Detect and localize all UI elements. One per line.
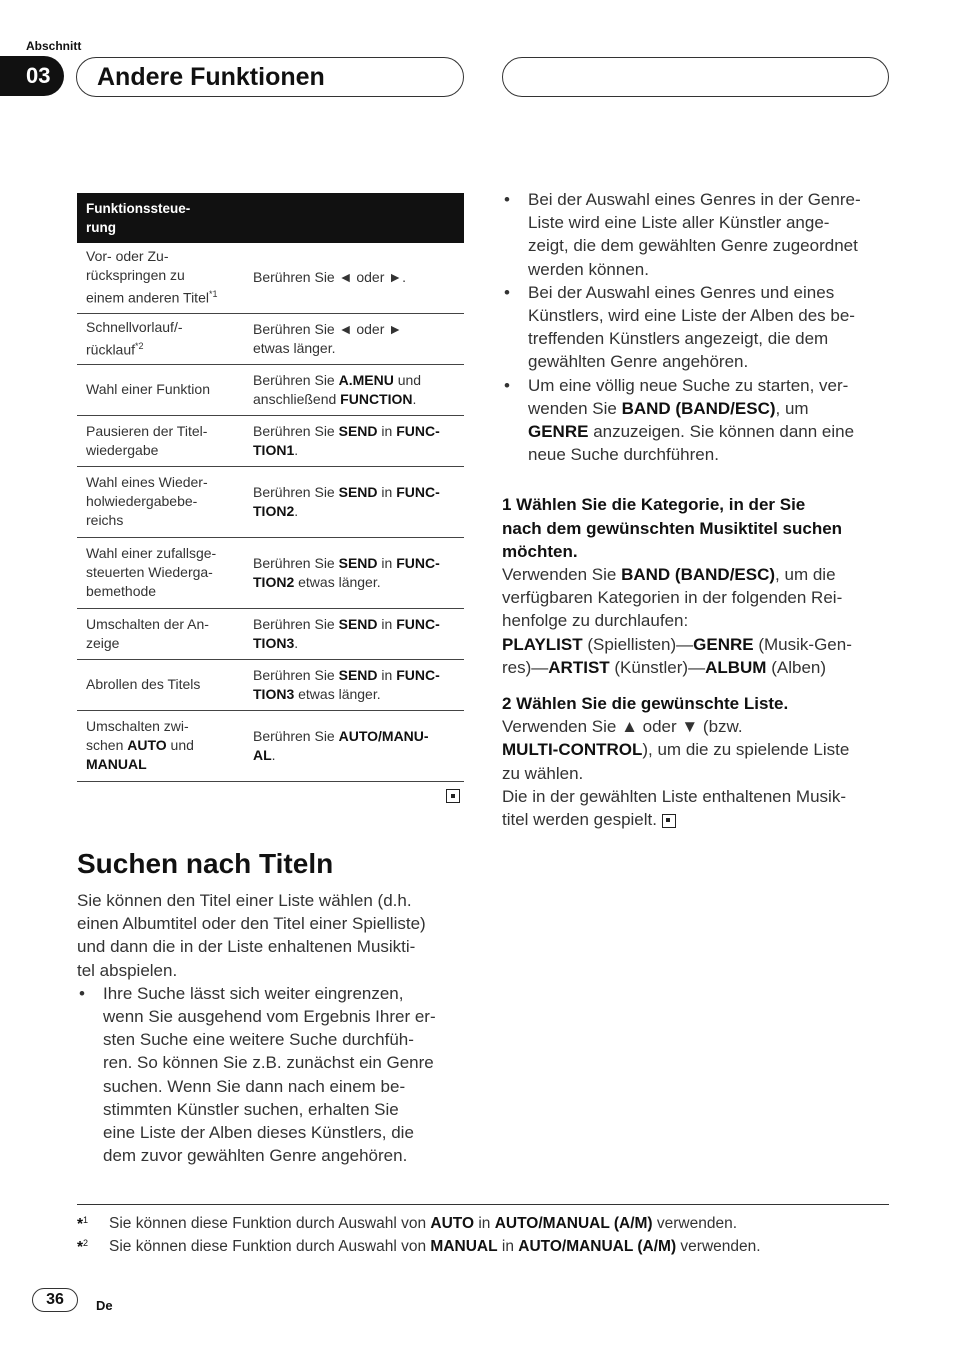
search-intro: Sie können den Titel einer Liste wählen (d.h. einen Albumtitel oder den Titel einer Spielliste) und dann die in der Liste enhaltenen Musikti- tel abspielen.	[77, 891, 426, 980]
function-cell: Wahl einer Funktion	[77, 364, 245, 415]
step-1-body: Verwenden Sie BAND (BAND/ESC), um die verfügbaren Kategorien in der folgenden Rei- henfolge zu durchlaufen: PLAYLIST (Spiellisten)—GENRE (Musik-Gen- res)—ARTIST (Künstler)—ALBUM (Alben)	[502, 565, 852, 677]
action-cell: Berühren Sie SEND in FUNC- TION1.	[245, 415, 464, 466]
function-cell: Wahl eines Wieder- holwiedergabebe- reichs	[77, 466, 245, 537]
function-cell: Vor- oder Zu- rückspringen zu einem anderen Titel$^{*1}$	[77, 243, 245, 313]
footnote-2	[77, 1238, 761, 1257]
right-bullet-2: • Bei der Auswahl eines Genres und eines Künstlers, wird eine Liste der Alben des be- treffenden Künstlers angezeigt, die dem gewählten Genre angehören.	[502, 281, 894, 374]
function-cell: Pausieren der Titel- wiedergabe	[77, 415, 245, 466]
function-cell: Umschalten der An- zeige	[77, 608, 245, 659]
section-title-box	[76, 57, 464, 97]
action-cell: Berühren Sie SEND in FUNC- TION3.	[245, 608, 464, 659]
right-bullet-1: • Bei der Auswahl eines Genres in der Genre- Liste wird eine Liste aller Künstler ange- zeigt, die dem gewählten Genre zugeordnet werden können.	[502, 188, 894, 281]
section-title: Andere Funktionen	[97, 62, 325, 91]
section-label: Abschnitt	[26, 39, 82, 53]
section-number: 03	[0, 56, 64, 96]
search-body	[77, 889, 467, 1167]
search-bullet: • Ihre Suche lässt sich weiter eingrenzen, wenn Sie ausgehend vom Ergebnis Ihrer er- sten Suche eine weitere Suche durchfüh- ren. So können Sie z.B. zunächst ein Genre suchen. Wenn Sie dann nach einem be- stimmten Künstler suchen, erhalten Sie eine Liste der Alben dieses Künstlers, die dem zuvor gewählten Genre angehören.	[77, 982, 467, 1168]
table-row	[77, 710, 464, 781]
end-mark-icon	[446, 789, 460, 803]
section-heading-search: Suchen nach Titeln	[77, 848, 334, 879]
table-row	[77, 466, 464, 537]
footnote-mark: *$^1$	[77, 1215, 89, 1234]
step-2-body	[502, 715, 894, 831]
footnote-mark: *$^2$	[77, 1238, 89, 1257]
table-row	[77, 243, 464, 313]
step-2-text: Verwenden Sie ▲ oder ▼ (bzw. MULTI-CONTROL), um die zu spielende Liste zu wählen. Die in der gewählten Liste enthaltenen Musik- titel werden gespielt.	[502, 717, 850, 830]
function-cell: Schnellvorlauf/- rücklauf$^{*2}$	[77, 313, 245, 364]
function-table	[77, 193, 464, 782]
table-body	[77, 243, 464, 781]
language-code: De	[96, 1298, 113, 1313]
header-empty-box	[502, 57, 889, 97]
step-2-heading: 2 Wählen Sie die gewünschte Liste.	[502, 694, 789, 714]
step-1-heading: 1 Wählen Sie die Kategorie, in der Sie nach dem gewünschten Musiktitel suchen möchten.	[502, 495, 843, 561]
table-row	[77, 364, 464, 415]
footnote-rule	[77, 1204, 889, 1205]
end-mark-icon	[662, 814, 676, 828]
right-bullet-3: • Um eine völlig neue Suche zu starten, ver- wenden Sie BAND (BAND/ESC), um GENRE anzuzeigen. Sie können dann eine neue Suche durchführen.	[502, 374, 894, 467]
function-cell: Umschalten zwi- schen AUTO und MANUAL	[77, 710, 245, 781]
action-cell: Berühren Sie SEND in FUNC- TION2.	[245, 466, 464, 537]
function-cell: Wahl einer zufallsge- steuerten Wiederga- bemethode	[77, 537, 245, 608]
action-cell: Berühren Sie ◄ oder ►.	[245, 243, 464, 313]
table-row	[77, 313, 464, 364]
table-header	[77, 193, 464, 243]
table-row	[77, 659, 464, 710]
table-header-text: Funktionssteue- rung	[86, 201, 191, 235]
table-row	[77, 415, 464, 466]
action-cell: Berühren Sie AUTO/MANU- AL.	[245, 710, 464, 781]
footnote-text: Sie können diese Funktion durch Auswahl von AUTO in AUTO/MANUAL (A/M) verwenden.	[109, 1215, 738, 1232]
footnote-1	[77, 1215, 737, 1234]
right-column	[502, 188, 894, 831]
action-cell: Berühren Sie ◄ oder ► etwas länger.	[245, 313, 464, 364]
action-cell: Berühren Sie SEND in FUNC- TION2 etwas länger.	[245, 537, 464, 608]
function-cell: Abrollen des Titels	[77, 659, 245, 710]
action-cell: Berühren Sie SEND in FUNC- TION3 etwas länger.	[245, 659, 464, 710]
table-row	[77, 608, 464, 659]
table-row	[77, 537, 464, 608]
footnote-text: Sie können diese Funktion durch Auswahl von MANUAL in AUTO/MANUAL (A/M) verwenden.	[109, 1238, 761, 1255]
action-cell: Berühren Sie A.MENU und anschließend FUNCTION.	[245, 364, 464, 415]
page-number: 36	[32, 1288, 78, 1312]
